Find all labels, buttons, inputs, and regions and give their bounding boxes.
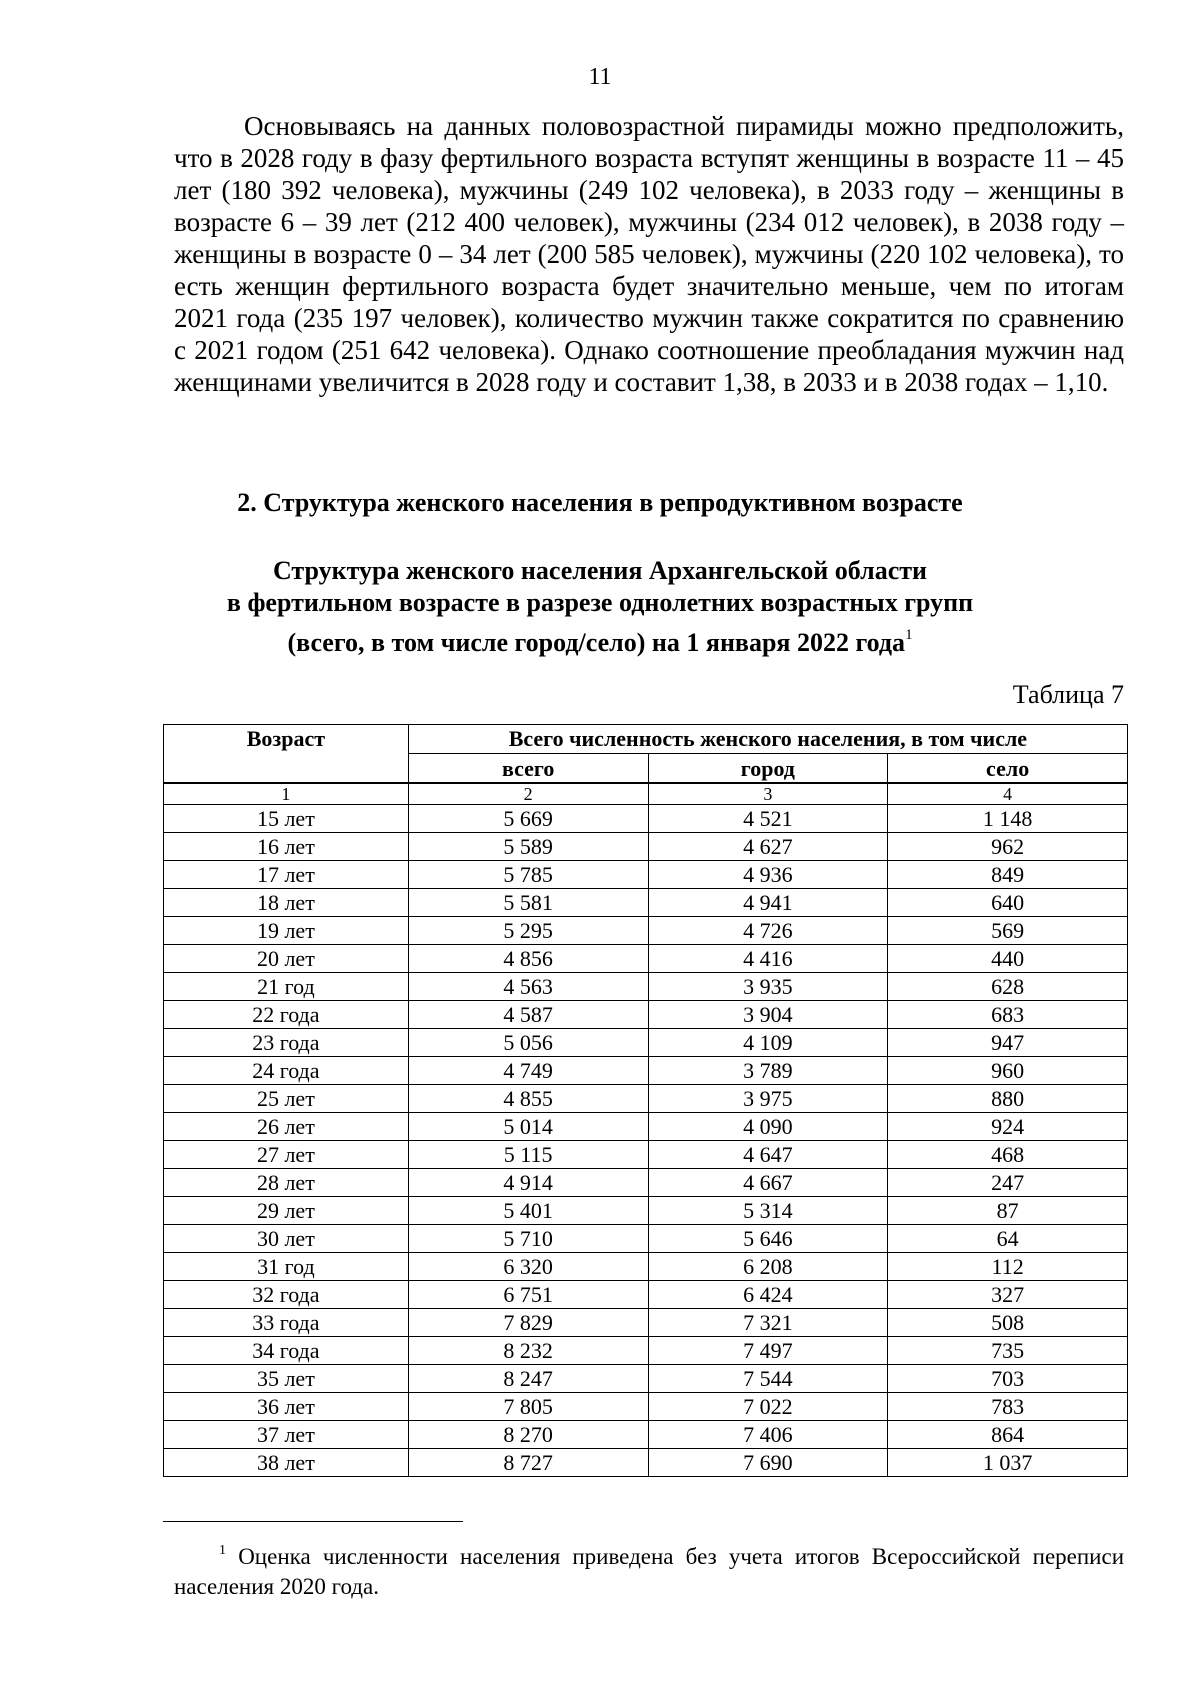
cell-city: 5 314: [648, 1197, 888, 1225]
footnote-marker: 1: [219, 1543, 226, 1558]
footnote-divider: [163, 1521, 463, 1522]
cell-total: 4 563: [408, 973, 648, 1001]
cell-city: 4 936: [648, 861, 888, 889]
cell-age: 32 года: [164, 1281, 409, 1309]
cell-age: 21 год: [164, 973, 409, 1001]
cell-total: 5 401: [408, 1197, 648, 1225]
column-number: 4: [888, 783, 1128, 805]
cell-age: 35 лет: [164, 1365, 409, 1393]
cell-age: 17 лет: [164, 861, 409, 889]
cell-village: 1 148: [888, 805, 1128, 833]
cell-village: 849: [888, 861, 1128, 889]
cell-age: 34 года: [164, 1337, 409, 1365]
cell-village: 628: [888, 973, 1128, 1001]
header-age: Возраст: [164, 725, 409, 784]
table-row: [164, 917, 1128, 945]
cell-city: 4 416: [648, 945, 888, 973]
cell-city: 6 208: [648, 1253, 888, 1281]
header-village: село: [888, 754, 1128, 784]
cell-age: 29 лет: [164, 1197, 409, 1225]
table-row: [164, 1141, 1128, 1169]
table-body: [164, 805, 1128, 1477]
column-number: 3: [648, 783, 888, 805]
cell-total: 6 751: [408, 1281, 648, 1309]
cell-village: 683: [888, 1001, 1128, 1029]
cell-city: 4 090: [648, 1113, 888, 1141]
table-row: [164, 1253, 1128, 1281]
cell-total: 5 785: [408, 861, 648, 889]
table-row: [164, 1057, 1128, 1085]
table-row: [164, 1197, 1128, 1225]
table-row: [164, 1085, 1128, 1113]
intro-paragraph: Основываясь на данных половозрастной пирамиды можно предположить, что в 2028 году в фазу фертильного возраста вступят женщины в возрасте 11 – 45 лет (180 392 человека), мужчины (249 102 человека), в 2033 году – женщины в возрасте 6 – 39 лет (212 400 человек), мужчины (234 012 человек), в 2038 году – женщины в возрасте 0 – 34 лет (200 585 человек), мужчины (220 102 человека), то есть женщин фертильного возраста будет значительно меньше, чем по итогам 2021 года (235 197 человек), количество мужчин также сократится по сравнению с 2021 годом (251 642 человека). Однако соотношение преобладания мужчин над женщинами увеличится в 2028 году и составит 1,38, в 2033 и в 2038 годах – 1,10.: [174, 111, 1124, 397]
cell-village: 569: [888, 917, 1128, 945]
table-row: [164, 1365, 1128, 1393]
cell-total: 5 056: [408, 1029, 648, 1057]
cell-city: 4 726: [648, 917, 888, 945]
cell-city: 4 941: [648, 889, 888, 917]
table-row: [164, 973, 1128, 1001]
table-title-line-3: (всего, в том числе город/село) на 1 января 2022 года: [287, 628, 906, 657]
footnote: [174, 1536, 1124, 1602]
cell-age: 28 лет: [164, 1169, 409, 1197]
table-row: [164, 805, 1128, 833]
cell-village: 112: [888, 1253, 1128, 1281]
cell-total: 8 232: [408, 1337, 648, 1365]
cell-total: 4 587: [408, 1001, 648, 1029]
header-city: город: [648, 754, 888, 784]
population-table: [163, 724, 1128, 1477]
cell-age: 36 лет: [164, 1393, 409, 1421]
cell-city: 4 627: [648, 833, 888, 861]
cell-village: 508: [888, 1309, 1128, 1337]
table-row: [164, 889, 1128, 917]
cell-village: 864: [888, 1421, 1128, 1449]
cell-village: 64: [888, 1225, 1128, 1253]
cell-age: 20 лет: [164, 945, 409, 973]
cell-total: 7 805: [408, 1393, 648, 1421]
header-total: всего: [408, 754, 648, 784]
cell-city: 7 406: [648, 1421, 888, 1449]
table-row: [164, 1225, 1128, 1253]
page-number: 11: [588, 64, 612, 90]
cell-city: 4 647: [648, 1141, 888, 1169]
cell-age: 24 года: [164, 1057, 409, 1085]
table-row: [164, 1113, 1128, 1141]
cell-city: 3 935: [648, 973, 888, 1001]
cell-age: 26 лет: [164, 1113, 409, 1141]
cell-village: 962: [888, 833, 1128, 861]
header-group: Всего численность женского населения, в том числе: [408, 725, 1127, 754]
footnote-reference: 1: [905, 627, 913, 643]
cell-total: 5 014: [408, 1113, 648, 1141]
cell-age: 18 лет: [164, 889, 409, 917]
cell-total: 8 247: [408, 1365, 648, 1393]
cell-city: 7 497: [648, 1337, 888, 1365]
table-row: [164, 833, 1128, 861]
cell-total: 6 320: [408, 1253, 648, 1281]
table-row: [164, 945, 1128, 973]
table-title: [0, 555, 1200, 659]
cell-age: 31 год: [164, 1253, 409, 1281]
cell-total: 5 710: [408, 1225, 648, 1253]
table-title-line-2: в фертильном возрасте в разрезе однолетних возрастных групп: [226, 588, 974, 617]
table-row: [164, 1421, 1128, 1449]
cell-total: 8 270: [408, 1421, 648, 1449]
table-row: [164, 861, 1128, 889]
cell-city: 4 109: [648, 1029, 888, 1057]
cell-city: 7 321: [648, 1309, 888, 1337]
column-number: 1: [164, 783, 409, 805]
cell-age: 22 года: [164, 1001, 409, 1029]
cell-total: 5 581: [408, 889, 648, 917]
cell-age: 19 лет: [164, 917, 409, 945]
cell-city: 5 646: [648, 1225, 888, 1253]
cell-village: 924: [888, 1113, 1128, 1141]
table-row: [164, 1169, 1128, 1197]
cell-city: 3 789: [648, 1057, 888, 1085]
cell-age: 27 лет: [164, 1141, 409, 1169]
cell-village: 735: [888, 1337, 1128, 1365]
cell-village: 640: [888, 889, 1128, 917]
table-row: [164, 1309, 1128, 1337]
cell-total: 5 589: [408, 833, 648, 861]
footnote-text: Оценка численности населения приведена без учета итогов Всероссийской переписи населения 2020 года.: [174, 1544, 1124, 1599]
table-row: [164, 1393, 1128, 1421]
cell-age: 15 лет: [164, 805, 409, 833]
cell-village: 703: [888, 1365, 1128, 1393]
cell-city: 4 667: [648, 1169, 888, 1197]
column-number: 2: [408, 783, 648, 805]
cell-village: 440: [888, 945, 1128, 973]
cell-city: 3 975: [648, 1085, 888, 1113]
cell-city: 7 690: [648, 1449, 888, 1477]
table-title-line-1: Структура женского населения Архангельской области: [272, 556, 927, 585]
cell-village: 1 037: [888, 1449, 1128, 1477]
table-label: Таблица 7: [1012, 680, 1124, 709]
cell-total: 7 829: [408, 1309, 648, 1337]
cell-village: 960: [888, 1057, 1128, 1085]
cell-city: 7 544: [648, 1365, 888, 1393]
cell-village: 880: [888, 1085, 1128, 1113]
cell-total: 8 727: [408, 1449, 648, 1477]
cell-village: 947: [888, 1029, 1128, 1057]
cell-village: 327: [888, 1281, 1128, 1309]
cell-age: 38 лет: [164, 1449, 409, 1477]
table-row: [164, 1001, 1128, 1029]
cell-village: 468: [888, 1141, 1128, 1169]
cell-total: 5 669: [408, 805, 648, 833]
table-row: [164, 1281, 1128, 1309]
cell-age: 16 лет: [164, 833, 409, 861]
cell-age: 33 года: [164, 1309, 409, 1337]
table-row: [164, 1029, 1128, 1057]
cell-total: 4 856: [408, 945, 648, 973]
section-heading: 2. Структура женского населения в репродуктивном возрасте: [237, 488, 963, 517]
cell-total: 5 115: [408, 1141, 648, 1169]
table-row: [164, 1337, 1128, 1365]
cell-village: 783: [888, 1393, 1128, 1421]
cell-village: 87: [888, 1197, 1128, 1225]
cell-total: 4 749: [408, 1057, 648, 1085]
cell-city: 7 022: [648, 1393, 888, 1421]
cell-city: 3 904: [648, 1001, 888, 1029]
cell-village: 247: [888, 1169, 1128, 1197]
cell-city: 4 521: [648, 805, 888, 833]
cell-age: 30 лет: [164, 1225, 409, 1253]
cell-city: 6 424: [648, 1281, 888, 1309]
cell-total: 4 855: [408, 1085, 648, 1113]
cell-total: 5 295: [408, 917, 648, 945]
cell-age: 23 года: [164, 1029, 409, 1057]
cell-age: 37 лет: [164, 1421, 409, 1449]
cell-total: 4 914: [408, 1169, 648, 1197]
cell-age: 25 лет: [164, 1085, 409, 1113]
table-row: [164, 1449, 1128, 1477]
